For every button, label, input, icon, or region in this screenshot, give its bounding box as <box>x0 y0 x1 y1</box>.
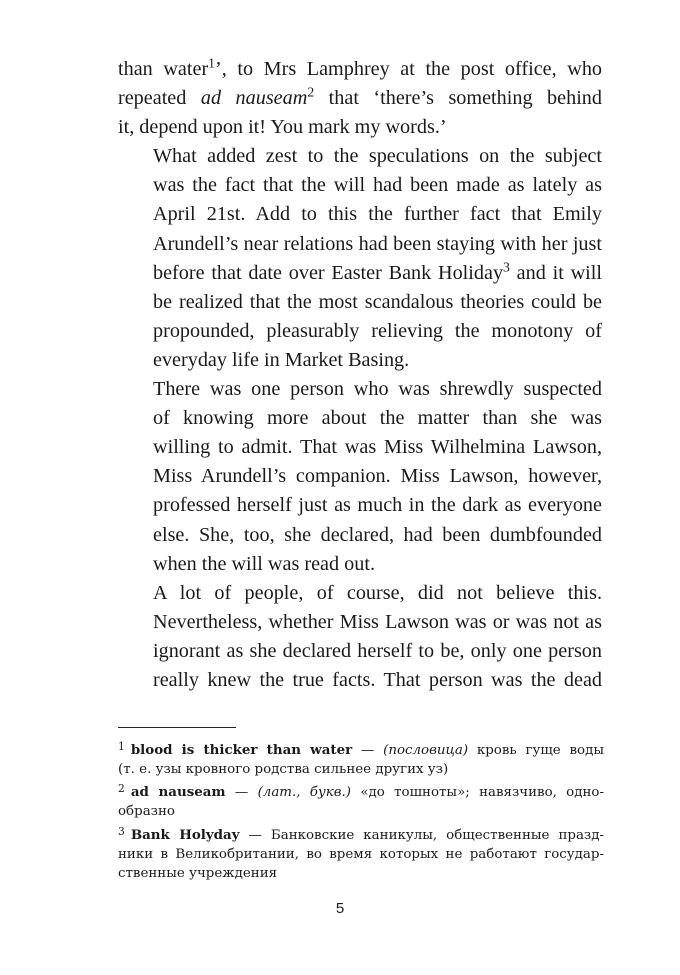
text-line: it, depend upon it! You mark my words.’ <box>118 116 447 139</box>
footnote-number: 1 <box>118 740 125 753</box>
text-line: was the fact that the will had been made as lately as <box>153 174 602 197</box>
text-line: April 21st. Add to this the further fact that Emily <box>153 203 602 226</box>
paragraph-3 <box>118 375 602 579</box>
text-line: professed herself just as much in the dark as everyone <box>153 494 602 517</box>
footnote-1 <box>118 737 604 779</box>
text-line: everyday life in Market Basing. <box>153 348 410 371</box>
footnote-2 <box>118 779 604 821</box>
footnote-line: $^1$ blood is thicker than water — (пословица) кровь гуще воды <box>118 740 605 758</box>
footnote-line: $^2$ ad nauseam — (лат., букв.) «до тошноты»; навязчиво, одно- <box>118 782 605 801</box>
text-line: willing to admit. That was Miss Wilhelmina Lawson, <box>153 436 602 459</box>
text-line: than water$^1$’, to Mrs Lamphrey at the post office, who <box>118 55 603 80</box>
paragraph-2 <box>118 142 602 375</box>
footnote-term: ad nauseam <box>130 784 226 801</box>
footnote-number: 3 <box>118 824 125 838</box>
footnote-ref-3: 3 <box>503 259 510 275</box>
footnote-3 <box>118 822 604 884</box>
paragraph-4 <box>118 579 602 695</box>
text-line: repeated ad nauseam$^2$ that ‘there’s something behind <box>118 84 602 110</box>
paragraph-1 <box>118 55 602 142</box>
footnote-line: образно <box>118 804 175 820</box>
footnote-note: (пословица) <box>383 742 469 758</box>
footnote-line: $^3$ Bank Holyday — Банковские каникулы, общественные празд- <box>118 824 605 843</box>
footnotes <box>118 737 604 883</box>
page-number: 5 <box>335 900 345 917</box>
footnote-line: ственные учреждения <box>118 866 278 882</box>
footnote-divider <box>118 727 236 728</box>
main-text <box>118 55 602 695</box>
footnote-term: blood is thicker than water <box>130 741 353 758</box>
footnote-term: Bank Holyday <box>130 826 240 843</box>
text-line: propounded, pleasurably relieving the monotony of <box>153 319 602 342</box>
footnote-note: (лат., букв.) <box>257 785 352 801</box>
footnote-line: ники в Великобритании, во время которых не работают государ- <box>118 846 604 862</box>
text-line: of knowing more about the matter than she was <box>153 407 602 430</box>
text-line: Miss Arundell’s companion. Miss Lawson, however, <box>153 465 602 488</box>
footnote-ref-2: 2 <box>307 84 315 100</box>
text-line: What added zest to the speculations on the subject <box>153 145 602 168</box>
footnote-line: (т. е. узы кровного родства сильнее других уз) <box>118 762 449 778</box>
text-line: be realized that the most scandalous theories could be <box>153 290 602 313</box>
text-line: really knew the true facts. That person was the dead <box>153 668 602 691</box>
text-line: There was one person who was shrewdly suspected <box>153 378 602 401</box>
text-line: when the will was read out. <box>153 552 376 575</box>
footnote-ref-1: 1 <box>208 55 216 71</box>
text-line: Nevertheless, whether Miss Lawson was or was not as <box>153 610 602 633</box>
text-line: else. She, too, she declared, had been dumbfounded <box>153 523 602 546</box>
text-line: Arundell’s near relations had been staying with her just <box>153 232 602 255</box>
footnote-number: 2 <box>118 782 125 796</box>
text-line: A lot of people, of course, did not believe this. <box>153 581 602 604</box>
text-line: before that date over Easter Bank Holiday$^3$ and it will <box>153 259 602 284</box>
text-line: ignorant as she declared herself to be, only one person <box>153 639 602 662</box>
